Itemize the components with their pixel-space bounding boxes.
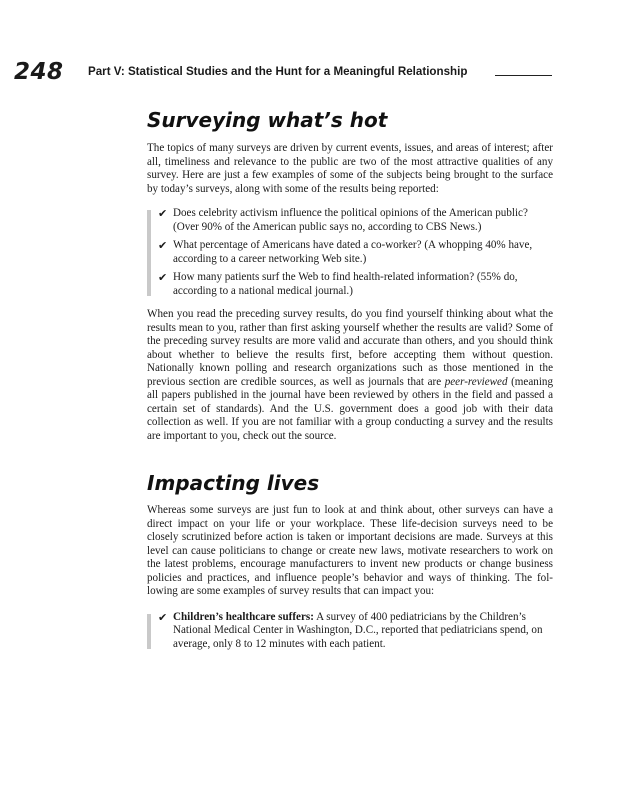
section-heading-surveying: Surveying what’s hot — [147, 108, 388, 132]
list-item — [147, 271, 553, 298]
page-content — [147, 108, 553, 651]
header-rule — [495, 75, 552, 76]
bullet-text: What percentage of Americans have dated a co-worker? (A whopping 40% have, according to a career networking Web site.) — [173, 239, 533, 265]
section1-paragraph-2 — [147, 308, 553, 443]
section2-bullet-list — [147, 611, 553, 652]
page-header — [14, 58, 554, 86]
bullet-text: Does celebrity activism influence the political opinions of the American public? (Over 90% of the American public says no, according to CBS News.) — [173, 207, 528, 233]
list-item — [147, 611, 553, 652]
list-item — [147, 239, 553, 266]
paragraph-text: When you read the preceding survey results, do you find yourself thinking about what the results mean to you, rather than first asking yourself whether the results are valid? Some of the preceding survey results are more valid and accurate than others, and you should think about whether to believe the results first, before accepting them without question. Nationally known polling and research organizations such as those mentioned in the previous section are credible sources, as well as journals that are — [147, 308, 553, 388]
paragraph-text: (meaning all papers published in the journal have been reviewed by others in the field and passed a certain set of standards). And the U.S. government does a good job with their data collection as well. If you are not familiar with a group conducting a survey and the results are important to you, check out the source. — [147, 375, 553, 442]
check-mark-icon: ✔ — [158, 207, 168, 220]
bullet-lead: Children’s healthcare suffers: — [173, 610, 314, 623]
section2-intro-paragraph: Whereas some surveys are just fun to look at and think about, other surveys can have a direct impact on your life or your workplace. These life-decision surveys need to be closely scrutinized before action is taken or important decisions are made. Surveys at this level can cause politicians to change or create new laws, motivate researchers to work on the latest problems, encourage manufacturers to invent new products or change business policies and practices, and influence people’s behavior and ways of thinking. The following are some examples of survey results that can impact you: — [147, 504, 553, 597]
emphasized-term: peer-reviewed — [444, 375, 508, 388]
running-head: Part V: Statistical Studies and the Hunt for a Meaningful Relationship — [88, 65, 468, 78]
bullet-text: How many patients surf the Web to find health-related information? (55% do, according to a national medical journal.) — [173, 271, 518, 297]
check-mark-icon: ✔ — [158, 239, 168, 252]
section1-intro-paragraph: The topics of many surveys are driven by current events, issues, and areas of interest; after all, timeliness and relevance to the public are two of the most attractive qualities of any survey. Here are just a few examples of some of the subjects being brought to the surface by today’s surveys, along with some of the results being reported: — [147, 142, 553, 195]
check-mark-icon: ✔ — [158, 610, 168, 624]
bullet-text: A survey of 400 pediatricians by the Children’s National Medical Center in Washington, D.C., reported that pediatricians spend, on average, only 8 to 12 minutes with each patient. — [173, 610, 543, 650]
page-number: 248 — [14, 59, 64, 85]
list-item — [147, 207, 553, 234]
check-mark-icon: ✔ — [158, 271, 168, 284]
section1-bullet-list — [147, 207, 553, 298]
section-heading-impacting: Impacting lives — [147, 471, 320, 495]
